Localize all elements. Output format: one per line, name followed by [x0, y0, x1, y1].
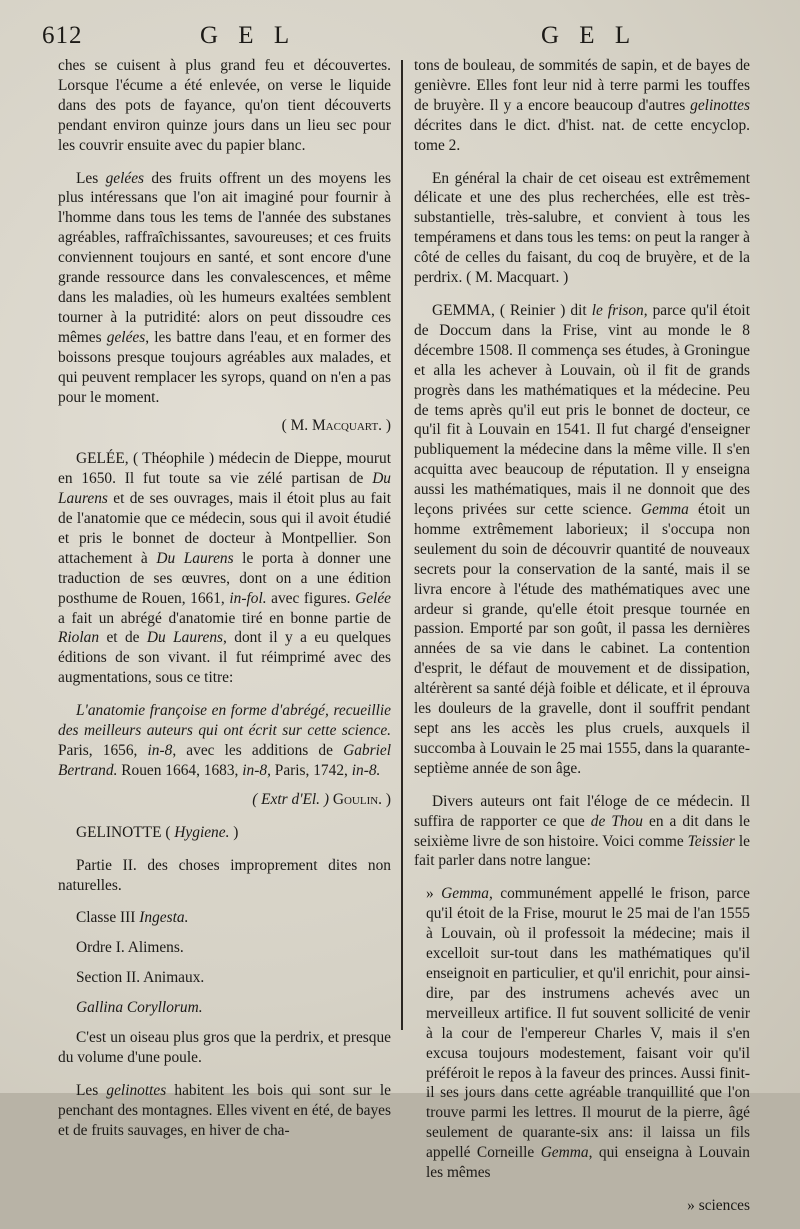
running-head-left: G E L [200, 22, 297, 49]
classification-section: Section II. Animaux. [76, 969, 205, 987]
page-number: 612 [42, 22, 83, 49]
paragraph-jelly-method: ches se cuisent à plus grand feu et découvertes. Lorsque l'écume a été enlevée, on verse le liquide dans des pots de fayance, qu'on tient découverts pendant environ quinze jours dans un lieu sec pour les couvrir ensuite avec du papier blanc. [58, 57, 391, 154]
paragraph-flesh: En général la chair de cet oiseau est extrêmement délicate et une des plus recherchées, elle est très-substantielle, très-salubre, et convient à tous les tempéramens et dans tous les tems: on peut la ranger à côté de celles du faisant, du coq de bruyère, et de la perdrix. ( M. Macquart. ) [414, 169, 750, 287]
classification-list [58, 908, 391, 1018]
left-column [58, 56, 391, 1154]
quotation-de-thou: » Gemma, communément appellé le frison, parce qu'il étoit de la Frise, mourut le 25 mai de l'an 1555 à Louvain, où il professoit la médecine; mais il excelloit sur-tout dans les mathématiques qu'il enseignoit en particulier, et qu'il enrichit, pour ainsi-dire, par des instrumens achevés avec un merveilleux artifice. Il fut souvent sollicité de venir à la cour de l'empereur Charles V, mais il s'en excusa toujours modestement, faisant voir qu'il préféroit le repos à la faveur des princes. Aussi finit-il ses jours dans cette agréable tranquillité que l'on trouve parmi les lettres. Il mourut de la pierre, âgé seulement de quarante-six ans: il laissa un fils appellé Corneille Gemma, qui enseigna à Louvain les mêmes [426, 885, 751, 1182]
signature-macquart: ( M. Macquart. ) [281, 417, 391, 435]
paragraph-habitat: Les gelinottes habitent les bois qui sont sur le penchant des montagnes. Elles vivent en été, de bayes et de fruits sauvages, en hiver de cha- [58, 1081, 391, 1139]
page-header [0, 20, 800, 56]
column-divider [401, 60, 403, 1030]
paragraph-bird-size: C'est un oiseau plus gros que la perdrix, et presque du volume d'une poule. [58, 1029, 391, 1066]
classification-class: Classe III Ingesta. [76, 909, 189, 927]
classification-order: Ordre I. Alimens. [76, 939, 184, 957]
entry-gelinotte-heading: GELINOTTE ( Hygiene. ) [76, 823, 239, 841]
classification-part: Partie II. des choses improprement dites non naturelles. [58, 856, 391, 894]
signature-goulin: ( Extr d'El. ) Goulin. ) [252, 790, 391, 808]
paragraph-eulogy: Divers auteurs ont fait l'éloge de ce médecin. Il suffira de rapporter ce que de Thou en a dit dans le seixième livre de son histoire. Voici comme Teissier le fait parler dans notre langue: [414, 792, 750, 870]
entry-gemma-reinier: GEMMA, ( Reinier ) dit le frison, parce qu'il étoit de Doccum dans la Frise, vint au monde le 8 décembre 1508. Il commença ses études, à Groningue et alla les achever à Louvain, où il fit de grands progrès dans les mathématiques et la médecine. Peu de tems après qu'il eut pris le bonnet de docteur, ce qu'il fit à Louvain en 1541. Il fut chargé d'enseigner publiquement la médecine dans la même ville. Il s'en acquitta avec beaucoup de réputation. Il y enseigna aussi les mathématiques, mais il ne donnoit que des leçons privées sur cette science. Gemma étoit un homme extrêmement laborieux; il s'occupa non seulement du soin de découvrir quantité de nouveaux secrets pour la conservation de la santé, mais il se livra encore à l'étude des mathématiques avec une ardeur si grande, qu'elle étoit presque tournée en passion. Emporté par son goût, il passa les dernières années de sa vie dans le cabinet. La contention d'esprit, le défaut de mouvement et de dissipation, altérèrent sa santé déjà foible et délicate, et il éprouva les douleurs de la gravelle, dont il souffrit pendant sept ans les accès les plus cruels, auxquels il succomba à Louvain le 25 mai 1555, dans la quarante-septième année de son âge. [414, 301, 750, 777]
right-column [414, 56, 750, 1229]
paragraph-fruit-jellies: Les gelées des fruits offrent un des moyens les plus intéressans que l'on ait imaginé pour fournir à l'homme dans tous les tems de l'année des substanes agréables, raffraîchissantes, savoureuses; et ces fruits conviennent toujours en santé, et sont encore d'une grande ressource dans les convalescences, et même dans les maladies, où les humeurs exaltées semblent tourner à la putridité: alors on peut dissoudre ces mêmes gelées, les battre dans l'eau, et en former des boissons presque toujours agréables aux malades, et qui peuvent remplacer les syrops, quand on n'en a pas pour le moment. [58, 169, 391, 406]
running-head-right: G E L [541, 22, 638, 49]
catchword: » sciences [687, 1196, 750, 1214]
paragraph-habitat-cont: tons de bouleau, de sommités de sapin, et de bayes de genièvre. Elles font leur nid à terre parmi les touffes de bruyère. Il y a encore beaucoup d'autres gelinottes décrites dans le dict. d'hist. nat. de cette encyclop. tome 2. [414, 57, 750, 154]
classification-species: Gallina Coryllorum. [76, 999, 203, 1017]
book-title-citation: L'anatomie françoise en forme d'abrégé, recueillie des meilleurs auteurs qui ont écrit sur cette science. Paris, 1656, in-8, avec les additions de Gabriel Bertrand. Rouen 1664, 1683, in-8, Paris, 1742, in-8. [58, 702, 391, 779]
entry-gelee-theophile: GELÉE, ( Théophile ) médecin de Dieppe, mourut en 1650. Il fut toute sa vie zélé partisan de Du Laurens et de ses ouvrages, mais il étoit plus au fait de l'anatomie que ce médecin, sous qui il avoit étudié et pris le bonnet de docteur à Montpellier. Son attachement à Du Laurens le porta à donner une traduction de ses œuvres, dont on a une édition posthume de Rouen, 1661, in-fol. avec figures. Gelée a fait un abrégé d'anatomie tiré en bonne partie de Riolan et de Du Laurens, dont il y a eu quelques éditions de son vivant. il fut réimprimé avec des augmentations, sous ce titre: [58, 450, 392, 687]
